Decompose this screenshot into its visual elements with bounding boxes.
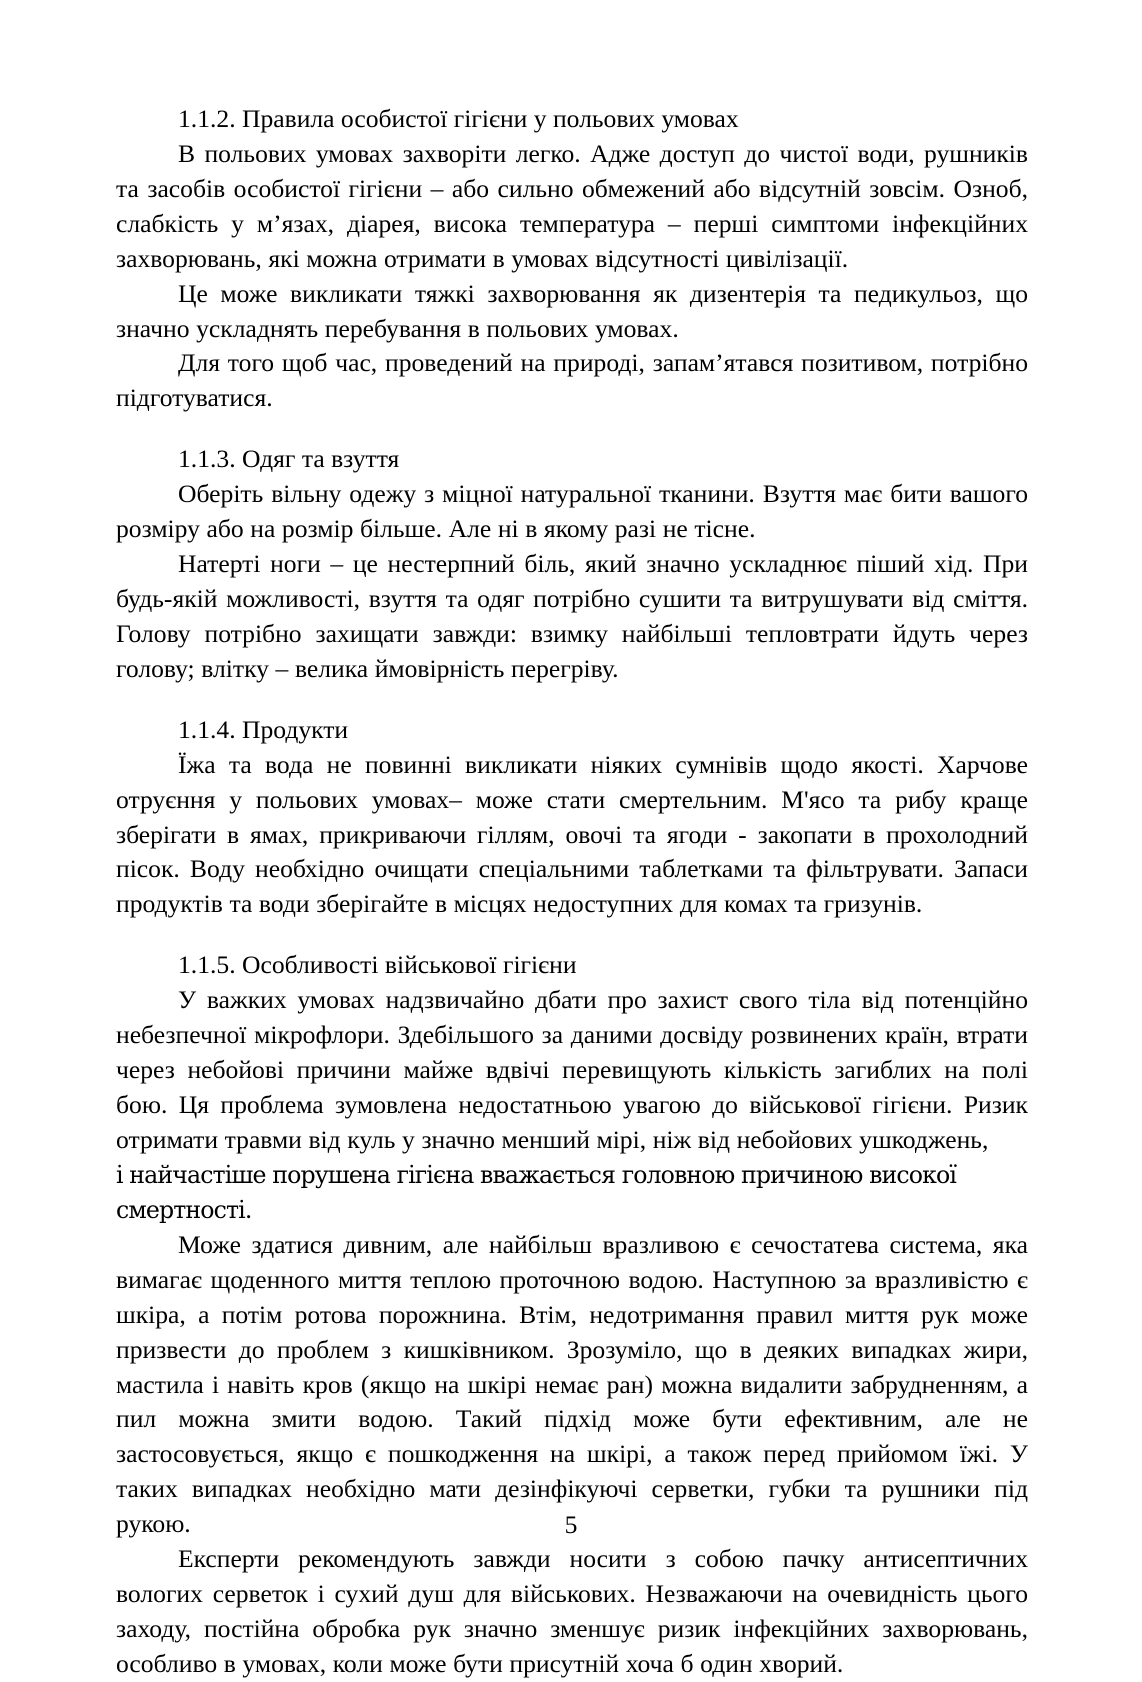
page-content [116,102,1028,1682]
paragraph-1-1-5-mortality-line: і найчастіше порушена гігієна вважається головною причиною високої смертності. [116,1160,957,1224]
section-heading-1-1-4: 1.1.4. Продукти [178,714,349,744]
paragraph-1-1-2-preparation: Для того щоб час, проведений на природі, запам’ятався позитивом, потрібно підготуватися. [116,348,1028,413]
section-heading-1-1-5: 1.1.5. Особливості військової гігієни [178,950,577,980]
paragraph-1-1-4-food: Їжа та вода не повинні викликати ніяких сумнівів щодо якості. Харчове отруєння у польових умовах– може стати смертельним. М'ясо та рибу краще зберігати в ямах, прикриваючи гіллям, овочі та ягоди - закопати в прохолодний пісок. Воду необхідно очищати спеціальними таблетками та фільтрувати. Запаси продуктів та води зберігайте в місцях недоступних для комах та гризунів. [116,749,1028,919]
paragraph-1-1-3-feet: Натерті ноги – це нестерпний біль, який значно ускладнює піший хід. При будь-якій можливості, взуття та одяг потрібно сушити та витрушувати від сміття. Голову потрібно захищати завжди: взимку найбільші тепловтрати йдуть через голову; влітку – велика ймовірність перегріву. [116,549,1028,683]
section-heading-1-1-2: 1.1.2. Правила особистої гігієни у польових умовах [178,104,739,133]
paragraph-1-1-3-clothing: Оберіть вільну одежу з міцної натуральної тканини. Взуття має бити вашого розміру або на розмір більше. Але ні в якому разі не тісне. [116,479,1028,544]
paragraph-1-1-5-experts: Експерти рекомендують завжди носити з собою пачку антисептичних вологих серветок і сухий душ для військових. Незважаючи на очевидність цього заходу, постійна обробка рук значно зменшує ризик інфекційних захворювань, особливо в умовах, коли може бути присутній хоча б один хворий. [116,1544,1028,1678]
page-number: 5 [564,1510,578,1540]
paragraph-1-1-2-diseases: Це може викликати тяжкі захворювання як дизентерія та педикульоз, що значно ускладнять перебування в польових умовах. [116,278,1028,343]
section-heading-1-1-3: 1.1.3. Одяг та взуття [178,444,400,474]
paragraph-1-1-2-intro: В польових умовах захворіти легко. Адже доступ до чистої води, рушників та засобів особистої гігієни – або сильно обмежений або відсутній зовсім. Озноб, слабкість у м’язах, діарея, висока температура – перші симптоми інфекційних захворювань, які можна отримати в умовах відсутності цивілізації. [116,138,1028,273]
paragraph-1-1-5-hygiene-stats: У важких умовах надзвичайно дбати про захист свого тіла від потенційно небезпечної мікрофлори. Здебільшого за даними досвіду розвинених країн, втрати через небойові причини майже вдвічі перевищують кількість загиблих на полі бою. Ця проблема зумовлена недостатньою увагою до військової гігієни. Ризик отримати травми від куль у значно менший мірі, ніж від небойових ушкоджень, [116,985,1028,1154]
paragraph-1-1-5-body-systems: Може здатися дивним, але найбільш вразливою є сечостатева система, яка вимагає щоденного миття теплою проточною водою. Наступною за вразливістю є шкіра, а потім ротова порожнина. Втім, недотримання правил миття рук може призвести до проблем з кишківником. Зрозуміло, що в деяких випадках жири, мастила і навіть кров (якщо на шкірі немає ран) можна видалити забрудненням, а пил можна змити водою. Такий підхід може бути ефективним, але не застосовується, якщо є пошкодження на шкірі, а також перед прийомом їжі. У таких випадках необхідно мати дезінфікуючі серветки, губки та рушники під рукою. [116,1229,1028,1539]
